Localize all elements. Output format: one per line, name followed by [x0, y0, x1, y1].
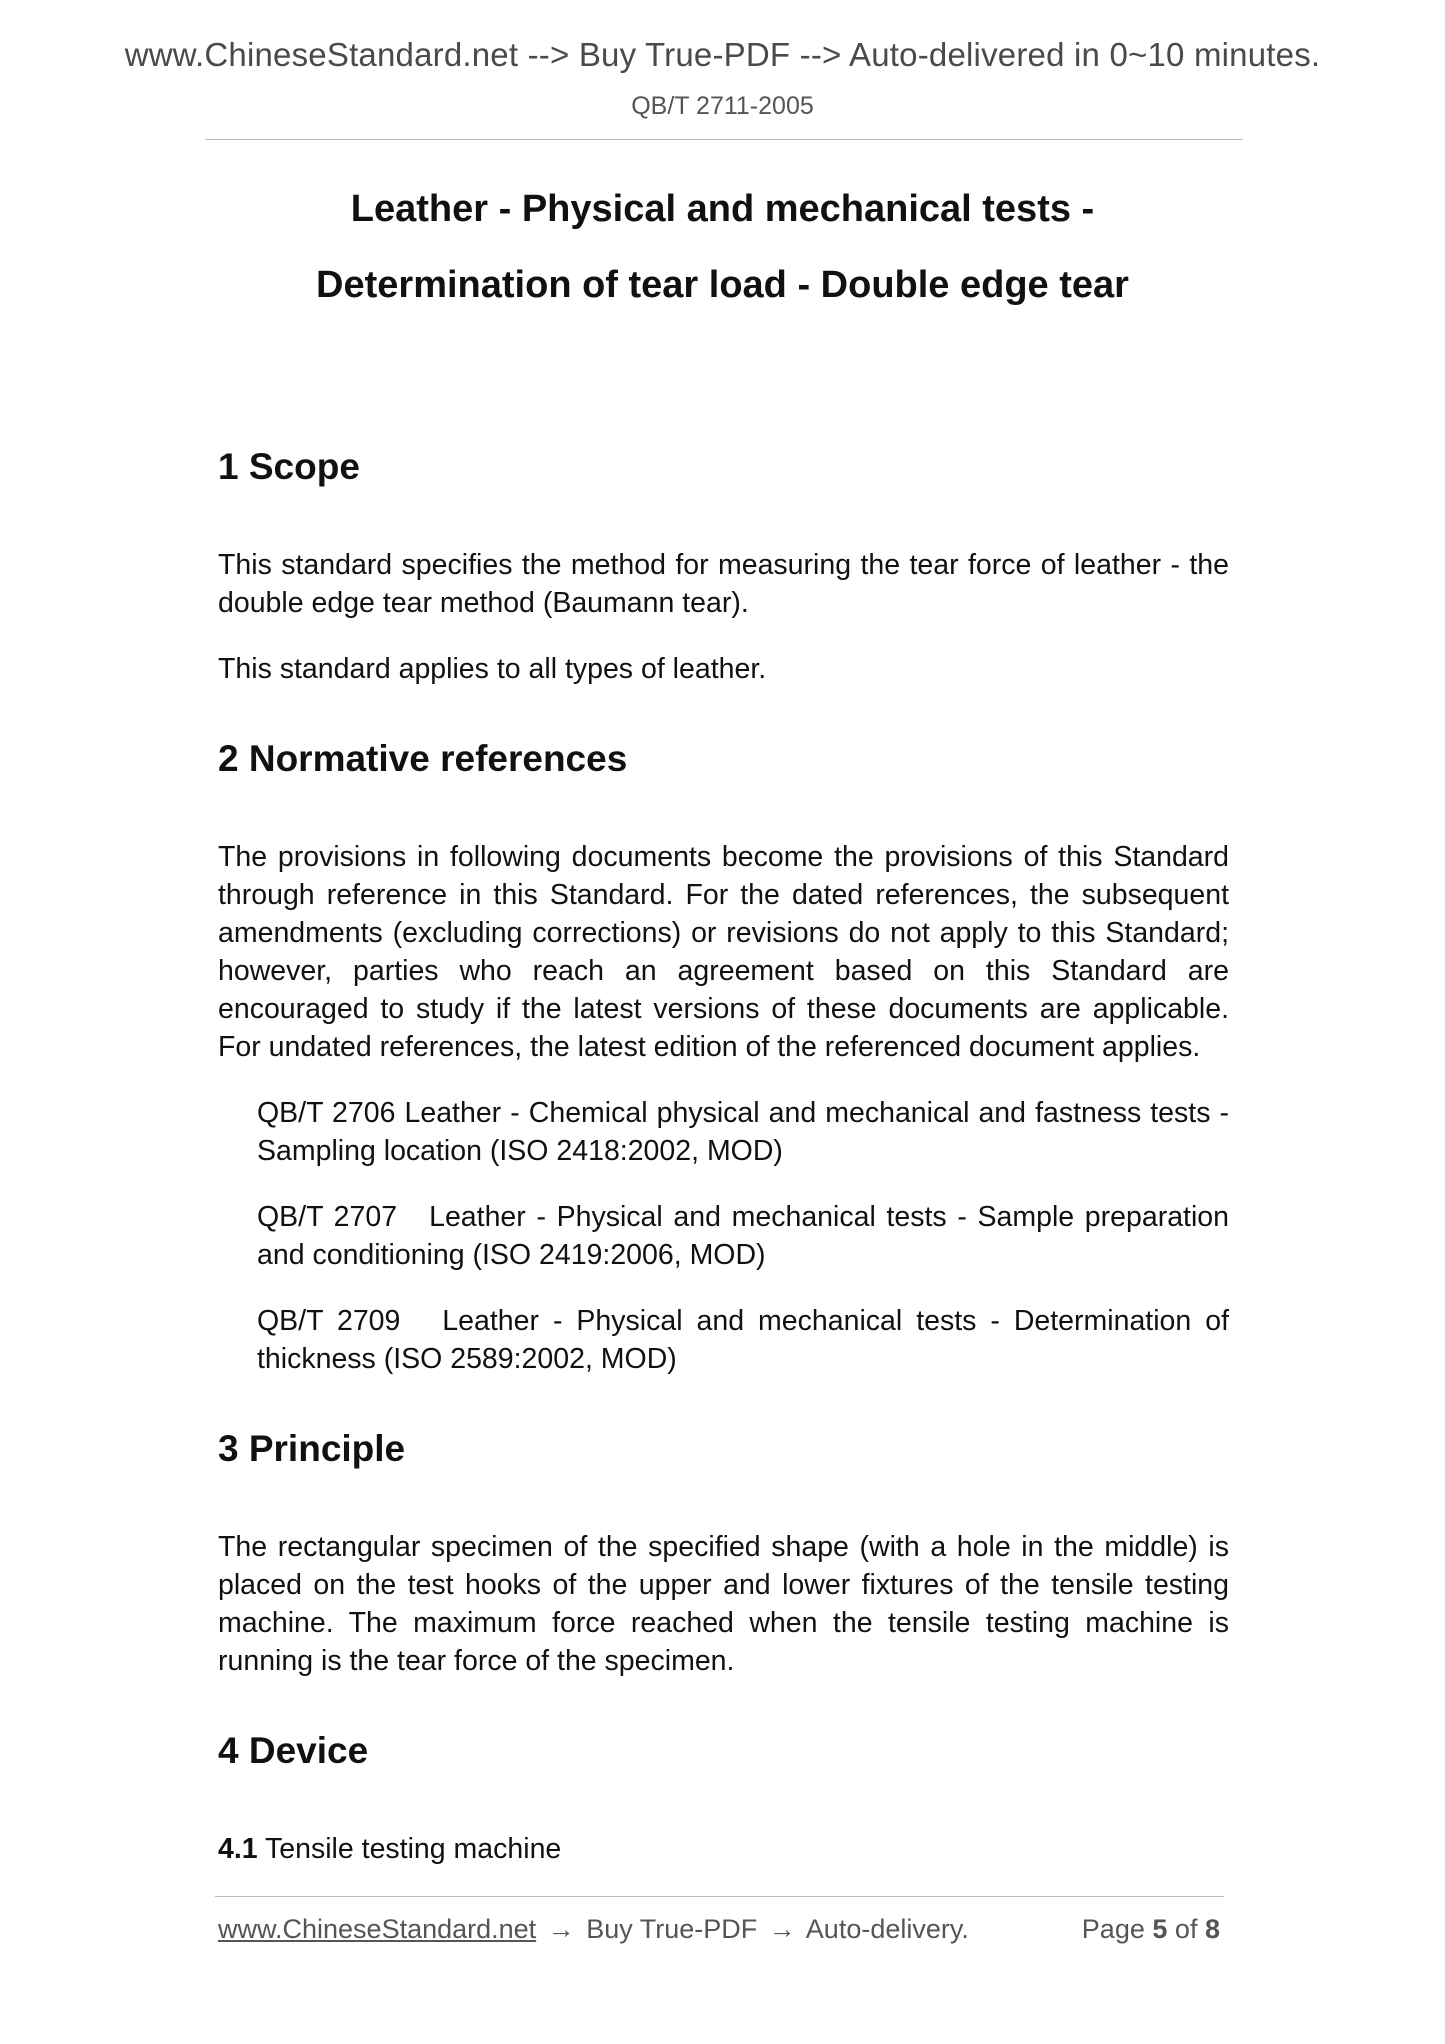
paragraph: This standard specifies the method for measuring the tear force of leather - the double edge tear method (Baumann tear).: [218, 549, 1229, 619]
section-heading: 4 Device: [218, 1730, 369, 1771]
item-number: 4.1: [218, 1833, 258, 1865]
section-normative-references: [218, 730, 1237, 1378]
paragraph: This standard applies to all types of leather.: [218, 653, 767, 685]
page-label: Page: [1081, 1914, 1145, 1944]
document-body: [218, 438, 1237, 1896]
header-divider: [205, 139, 1243, 140]
footer-website-link[interactable]: www.ChineseStandard.net: [218, 1914, 537, 1944]
device-item: [218, 1830, 1229, 1868]
section-heading: 1 Scope: [218, 446, 360, 487]
top-banner: www.ChineseStandard.net --> Buy True-PDF --> Auto-delivered in 0~10 minutes.: [124, 36, 1321, 73]
item-text: Tensile testing machine: [257, 1833, 562, 1865]
page-current: 5: [1152, 1914, 1168, 1944]
page-indicator: [1082, 1914, 1220, 1945]
reference-item: QB/T 2706 Leather - Chemical physical and mechanical and fastness tests - Sampling location (ISO 2418:2002, MOD): [257, 1097, 1237, 1167]
section-scope: [218, 438, 1229, 688]
document-title-line-2: Determination of tear load - Double edge tear: [316, 264, 1129, 306]
section-heading: 3 Principle: [218, 1428, 406, 1469]
section-device: [218, 1722, 1229, 1868]
footer: [218, 1914, 1226, 1945]
paragraph: The rectangular specimen of the specified shape (with a hole in the middle) is placed on the test hooks of the upper and lower fixtures of the tensile testing machine. The maximum force reached when the tensile testing machine is running is the tear force of the specimen.: [218, 1531, 1229, 1677]
page-total: 8: [1204, 1914, 1220, 1944]
document-code: QB/T 2711-2005: [631, 92, 814, 120]
arrow-right-icon: →: [768, 1914, 796, 1944]
reference-item: QB/T 2707 Leather - Physical and mechanical tests - Sample preparation and conditioning (ISO 2419:2006, MOD): [257, 1201, 1237, 1271]
page-of: of: [1174, 1914, 1198, 1944]
footer-delivery-text: Auto-delivery.: [805, 1914, 969, 1944]
document-title-line-1: Leather - Physical and mechanical tests -: [350, 188, 1095, 230]
section-principle: [218, 1420, 1229, 1680]
footer-buy-text: Buy True-PDF: [586, 1914, 758, 1944]
paragraph: The provisions in following documents become the provisions of this Standard through reference in this Standard. For the dated references, the subsequent amendments (excluding corrections) or revisions do not apply to this Standard; however, parties who reach an agreement based on this Standard are encouraged to study if the latest versions of these documents are applicable. For undated references, the latest edition of the referenced document applies.: [218, 841, 1229, 1063]
arrow-right-icon: →: [547, 1914, 575, 1944]
reference-item: QB/T 2709 Leather - Physical and mechanical tests - Determination of thickness (ISO 2589:2002, MOD): [257, 1305, 1237, 1375]
footer-divider: [215, 1896, 1224, 1897]
section-heading: 2 Normative references: [218, 738, 628, 779]
